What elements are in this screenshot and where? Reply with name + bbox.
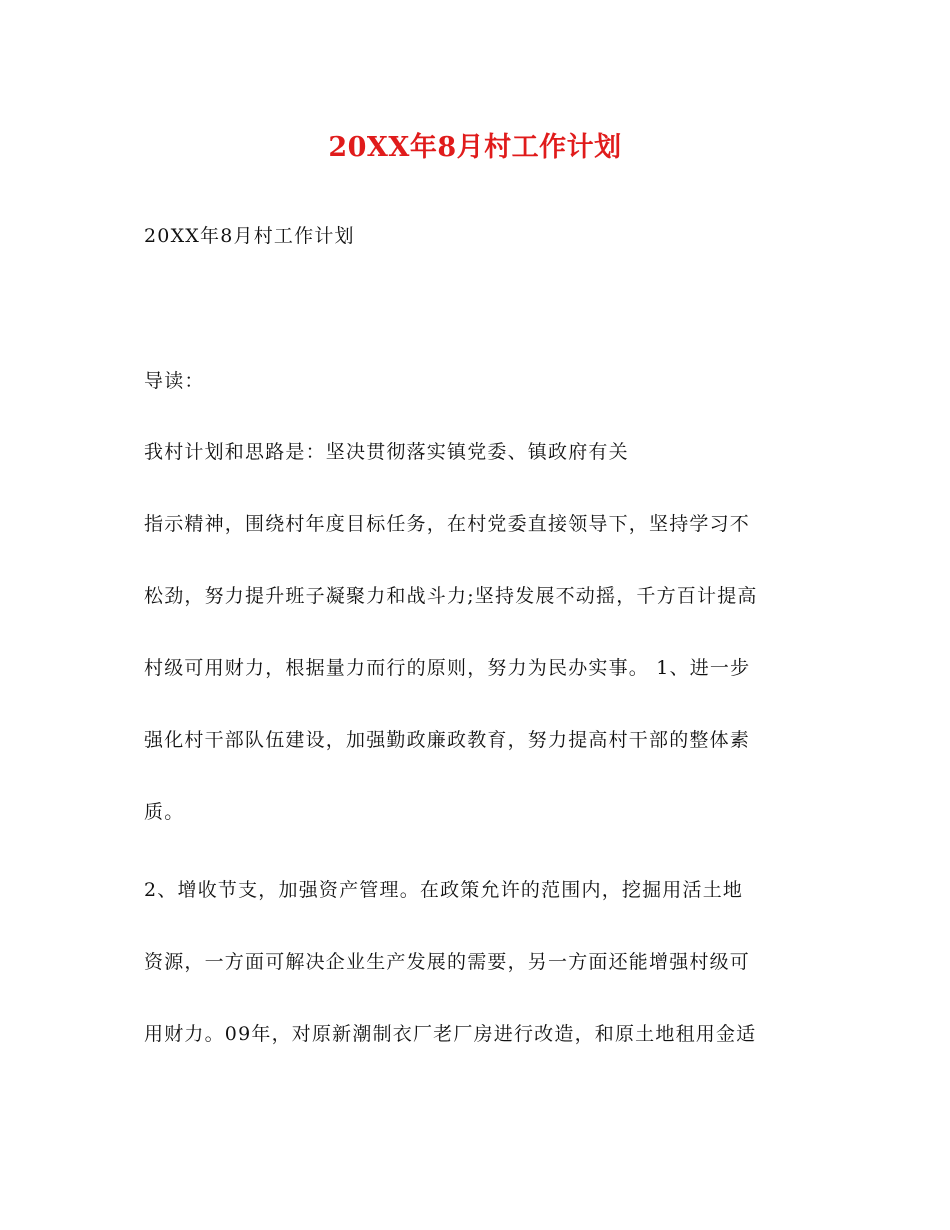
document-title: 20XX年8月村工作计划 — [328, 132, 622, 163]
paragraph-line: 村级可用财力，根据量力而行的原则，努力为民办实事。 1、进一步 — [144, 657, 751, 679]
paragraph-line: 质。 — [144, 801, 185, 823]
paragraph-line: 用财力。09年，对原新潮制衣厂老厂房进行改造，和原土地租用金适 — [144, 1023, 757, 1045]
document-subtitle: 20XX年8月村工作计划 — [144, 225, 355, 247]
paragraph-line: 强化村干部队伍建设，加强勤政廉政教育，努力提高村干部的整体素 — [144, 729, 751, 751]
paragraph-line: 松劲，努力提升班子凝聚力和战斗力;坚持发展不动摇，千方百计提高 — [144, 585, 758, 607]
intro-label: 导读： — [144, 370, 205, 392]
paragraph-line: 我村计划和思路是：坚决贯彻落实镇党委、镇政府有关 — [144, 441, 629, 463]
paragraph-line: 指示精神，围绕村年度目标任务，在村党委直接领导下，坚持学习不 — [144, 513, 751, 535]
paragraph-line: 2、增收节支，加强资产管理。在政策允许的范围内，挖掘用活土地 — [144, 879, 744, 901]
paragraph-line: 资源，一方面可解决企业生产发展的需要，另一方面还能增强村级可 — [144, 951, 751, 973]
